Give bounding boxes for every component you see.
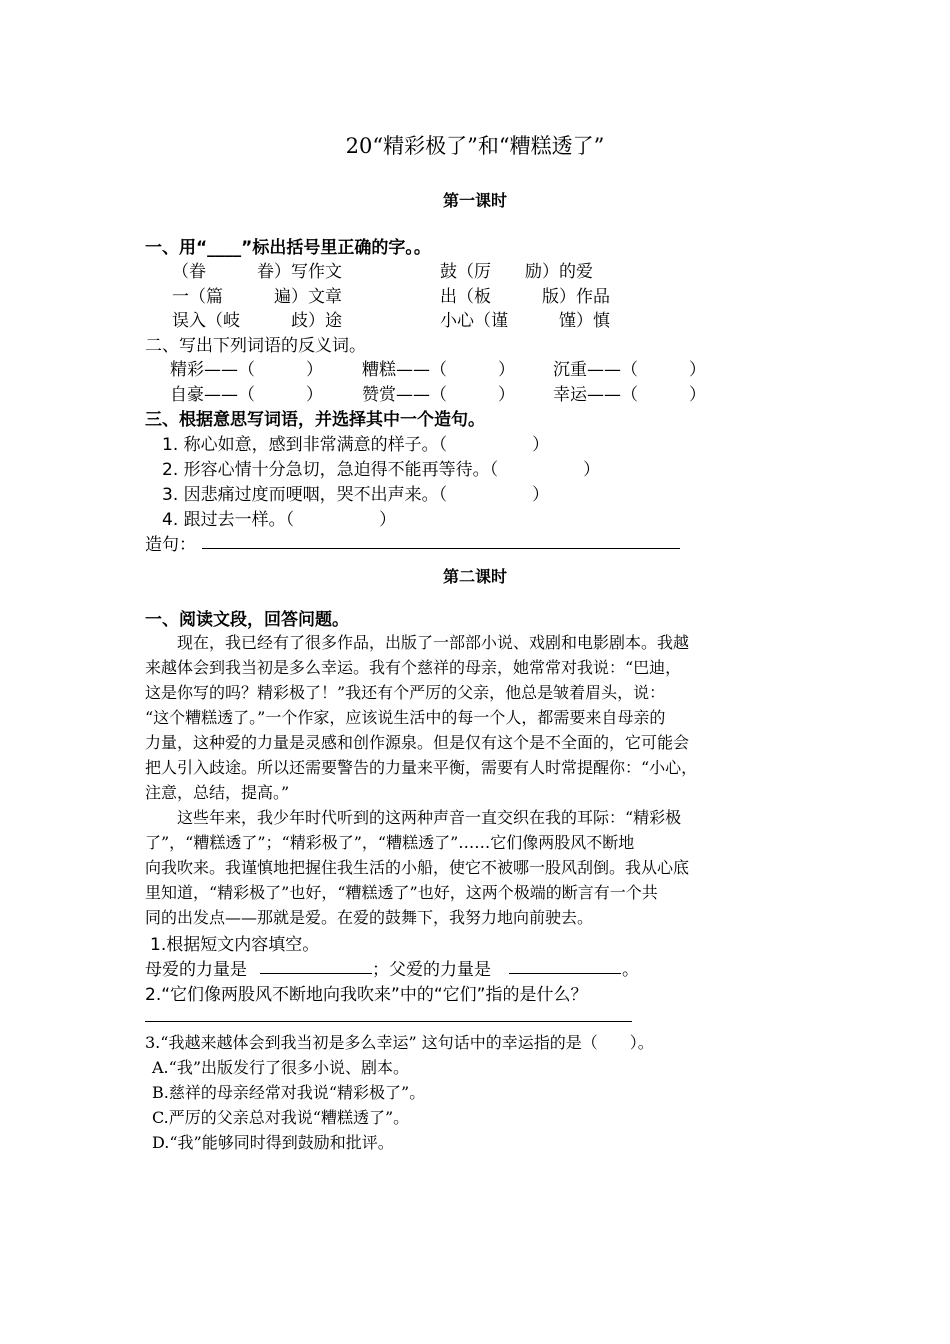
fill-end-mark: 。 (622, 960, 639, 980)
sentence-label: 造句： (145, 535, 196, 555)
option-c: C.严厉的父亲总对我说“糟糕透了”。 (152, 1108, 410, 1127)
q1-row-2-left: 一（篇 遍）文章 (172, 287, 342, 307)
q3-item: 3. 因悲痛过度而哽咽，哭不出声来。（ ） (162, 485, 550, 505)
fill-label-father: ；父爱的力量是 (372, 960, 491, 980)
passage-line: 把人引入歧途。所以还需要警告的力量来平衡，需要有人时常提醒你：“小心， (145, 758, 698, 777)
passage-line: 里知道，“精彩极了”也好，“糟糕透了”也好，这两个极端的断言有一个共 (145, 883, 658, 902)
passage-line: 来越体会到我当初是多么幸运。我有个慈祥的母亲，她常常对我说：“巴迪， (145, 658, 682, 677)
reading-q-title: 一、阅读文段，回答问题。 (145, 610, 349, 630)
q2-item: 精彩——（ ） (170, 360, 323, 380)
q2-item: 沉重——（ ） (553, 360, 706, 380)
passage-line: 现在，我已经有了很多作品，出版了一部部小说、戏剧和电影剧本。我越 (145, 633, 690, 652)
q3-item: 4. 跟过去一样。（ ） (162, 510, 397, 530)
passage-line: 向我吹来。我谨慎地把握住我生活的小船，使它不被哪一股风刮倒。我从心底 (145, 858, 690, 877)
q2-item: 自豪——（ ） (170, 385, 323, 405)
q3-item: 1. 称心如意，感到非常满意的样子。（ ） (162, 435, 550, 455)
q1-row-2-right: 出（板 版）作品 (440, 287, 610, 307)
q2-item: 幸运——（ ） (553, 385, 706, 405)
passage-line: 了”，“糟糕透了”；“精彩极了”，“糟糕透了”……它们像两股风不断地 (145, 833, 635, 852)
sub-question-2: 2.“它们像两股风不断地向我吹来”中的“它们”指的是什么？ (145, 985, 588, 1005)
passage-line: 这是你写的吗？精彩极了！”我还有个严厉的父亲，他总是皱着眉头，说： (145, 683, 666, 702)
lesson-1-heading: 第一课时 (442, 191, 507, 210)
lesson-2-heading: 第二课时 (442, 567, 507, 586)
option-b: B.慈祥的母亲经常对我说“精彩极了”。 (152, 1083, 426, 1102)
sub-question-3: 3.“我越来越体会到我当初是多么幸运” 这句话中的幸运指的是（ ）。 (145, 1033, 654, 1052)
fill-blank-father[interactable] (509, 973, 621, 974)
passage-line: 注意，总结，提高。” (145, 783, 290, 802)
page-title: 20“精彩极了”和“糟糕透了” (345, 134, 605, 158)
q1-row-3-right: 小心（谨 馑）慎 (440, 311, 610, 331)
passage-line: 同的出发点——那就是爱。在爱的鼓舞下，我努力地向前驶去。 (145, 908, 594, 927)
sentence-answer-line[interactable] (202, 548, 680, 549)
sub-question-1: 1.根据短文内容填空。 (150, 935, 320, 955)
passage-line: 力量，这种爱的力量是灵感和创作源泉。但是仅有这个是不全面的，它可能会 (145, 733, 690, 752)
option-a: A.“我”出版发行了很多小说、剧本。 (152, 1058, 410, 1077)
q2-title: 二、写出下列词语的反义词。 (145, 336, 366, 356)
sub-question-2-answer-line[interactable] (145, 1021, 632, 1022)
fill-label-mother: 母爱的力量是 (145, 960, 247, 980)
fill-blank-mother[interactable] (260, 973, 372, 974)
passage-line: “这个糟糕透了。”一个作家，应该说生活中的每一个人，都需要来自母亲的 (145, 708, 666, 727)
q3-item: 2. 形容心情十分急切，急迫得不能再等待。（ ） (162, 460, 601, 480)
q3-title: 三、根据意思写词语，并选择其中一个造句。 (145, 410, 485, 430)
q1-row-1-right: 鼓（厉 励）的爱 (440, 262, 593, 282)
passage-line: 这些年来，我少年时代听到的这两种声音一直交织在我的耳际：“精彩极 (145, 808, 682, 827)
q2-item: 赞赏——（ ） (362, 385, 515, 405)
q1-row-1-left: （眷 眷）写作文 (172, 262, 342, 282)
option-d: D.“我”能够同时得到鼓励和批评。 (152, 1133, 394, 1152)
q1-title: 一、用“____”标出括号里正确的字。。 (145, 238, 431, 258)
q2-item: 糟糕——（ ） (362, 360, 515, 380)
q1-row-3-left: 误入（岐 歧）途 (172, 311, 342, 331)
